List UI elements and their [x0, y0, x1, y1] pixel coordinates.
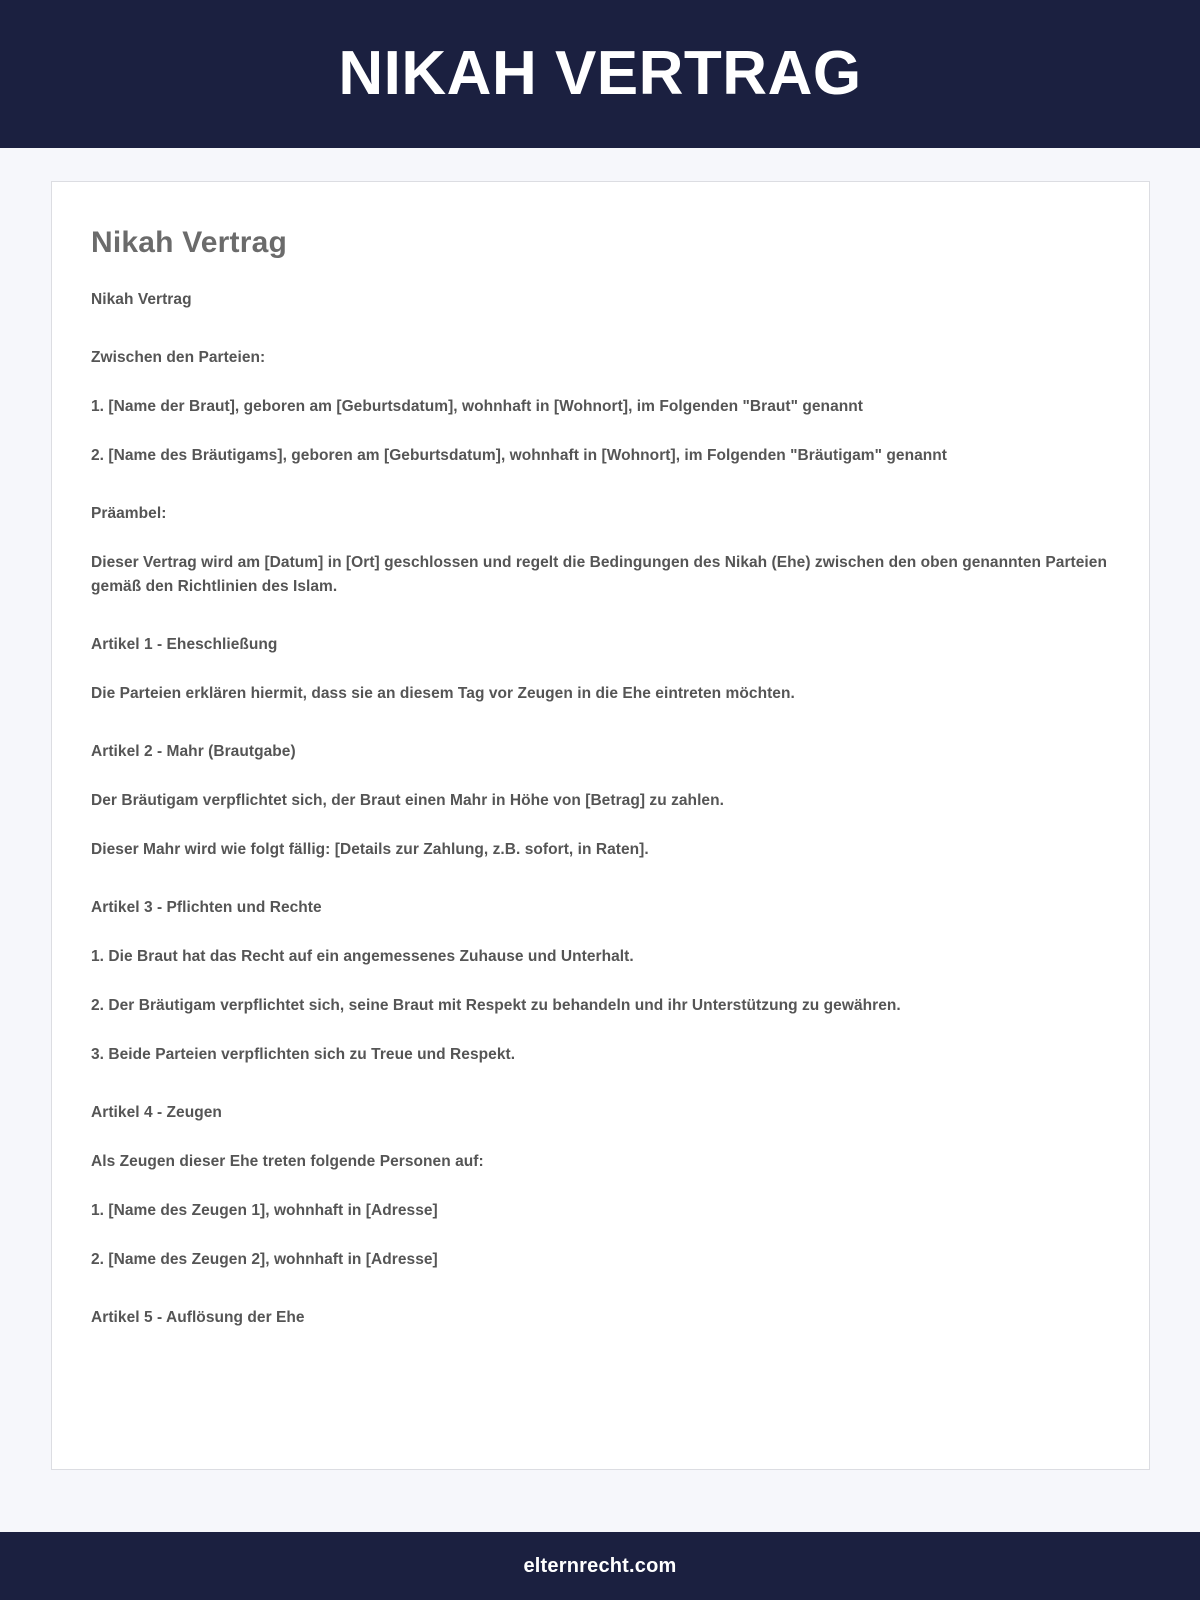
document-paragraph: Dieser Vertrag wird am [Datum] in [Ort] geschlossen und regelt die Bedingungen des Nikah (Ehe) zwischen den oben genannten Parteien gemäß den Richtlinien des Islam.: [91, 553, 1107, 595]
main-content-area: [0, 148, 1200, 1532]
document-paragraph: Dieser Mahr wird wie folgt fällig: [Details zur Zahlung, z.B. sofort, in Raten].: [91, 840, 649, 858]
page-footer: [0, 1532, 1200, 1600]
document-paragraph: 3. Beide Parteien verpflichten sich zu Treue und Respekt.: [91, 1045, 516, 1063]
document-paragraph: Präambel:: [91, 504, 167, 522]
document-paragraph: 1. [Name der Braut], geboren am [Geburtsdatum], wohnhaft in [Wohnort], im Folgenden "Braut" genannt: [91, 397, 863, 415]
masthead-title: NIKAH VERTRAG: [338, 39, 862, 108]
page-masthead: [0, 0, 1200, 148]
document-paragraph: 1. [Name des Zeugen 1], wohnhaft in [Adresse]: [91, 1201, 438, 1219]
document-paragraph: Die Parteien erklären hiermit, dass sie an diesem Tag vor Zeugen in die Ehe eintreten möchten.: [91, 684, 795, 702]
document-paragraph: 2. [Name des Bräutigams], geboren am [Geburtsdatum], wohnhaft in [Wohnort], im Folgenden "Bräutigam" genannt: [91, 446, 947, 464]
document-paragraph: Nikah Vertrag: [91, 290, 192, 308]
document-paragraph: 2. Der Bräutigam verpflichtet sich, seine Braut mit Respekt zu behandeln und ihr Unterstützung zu gewähren.: [91, 996, 901, 1014]
document-paragraph: Artikel 5 - Auflösung der Ehe: [91, 1308, 305, 1326]
document-card: [51, 181, 1150, 1470]
document-paragraph: 1. Die Braut hat das Recht auf ein angemessenes Zuhause und Unterhalt.: [91, 947, 634, 965]
footer-site-name: elternrecht.com: [523, 1555, 677, 1577]
document-paragraph: Zwischen den Parteien:: [91, 348, 266, 366]
document-paragraph: Der Bräutigam verpflichtet sich, der Braut einen Mahr in Höhe von [Betrag] zu zahlen.: [91, 791, 724, 809]
document-body: [90, 288, 1111, 1330]
document-paragraph: 2. [Name des Zeugen 2], wohnhaft in [Adresse]: [91, 1250, 438, 1268]
document-title: Nikah Vertrag: [91, 226, 288, 259]
document-paragraph: Artikel 2 - Mahr (Brautgabe): [91, 742, 296, 760]
document-paragraph: Artikel 1 - Eheschließung: [91, 635, 278, 653]
document-paragraph: Als Zeugen dieser Ehe treten folgende Personen auf:: [91, 1152, 484, 1170]
document-paragraph: Artikel 3 - Pflichten und Rechte: [91, 898, 322, 916]
document-paragraph: Artikel 4 - Zeugen: [91, 1103, 222, 1121]
